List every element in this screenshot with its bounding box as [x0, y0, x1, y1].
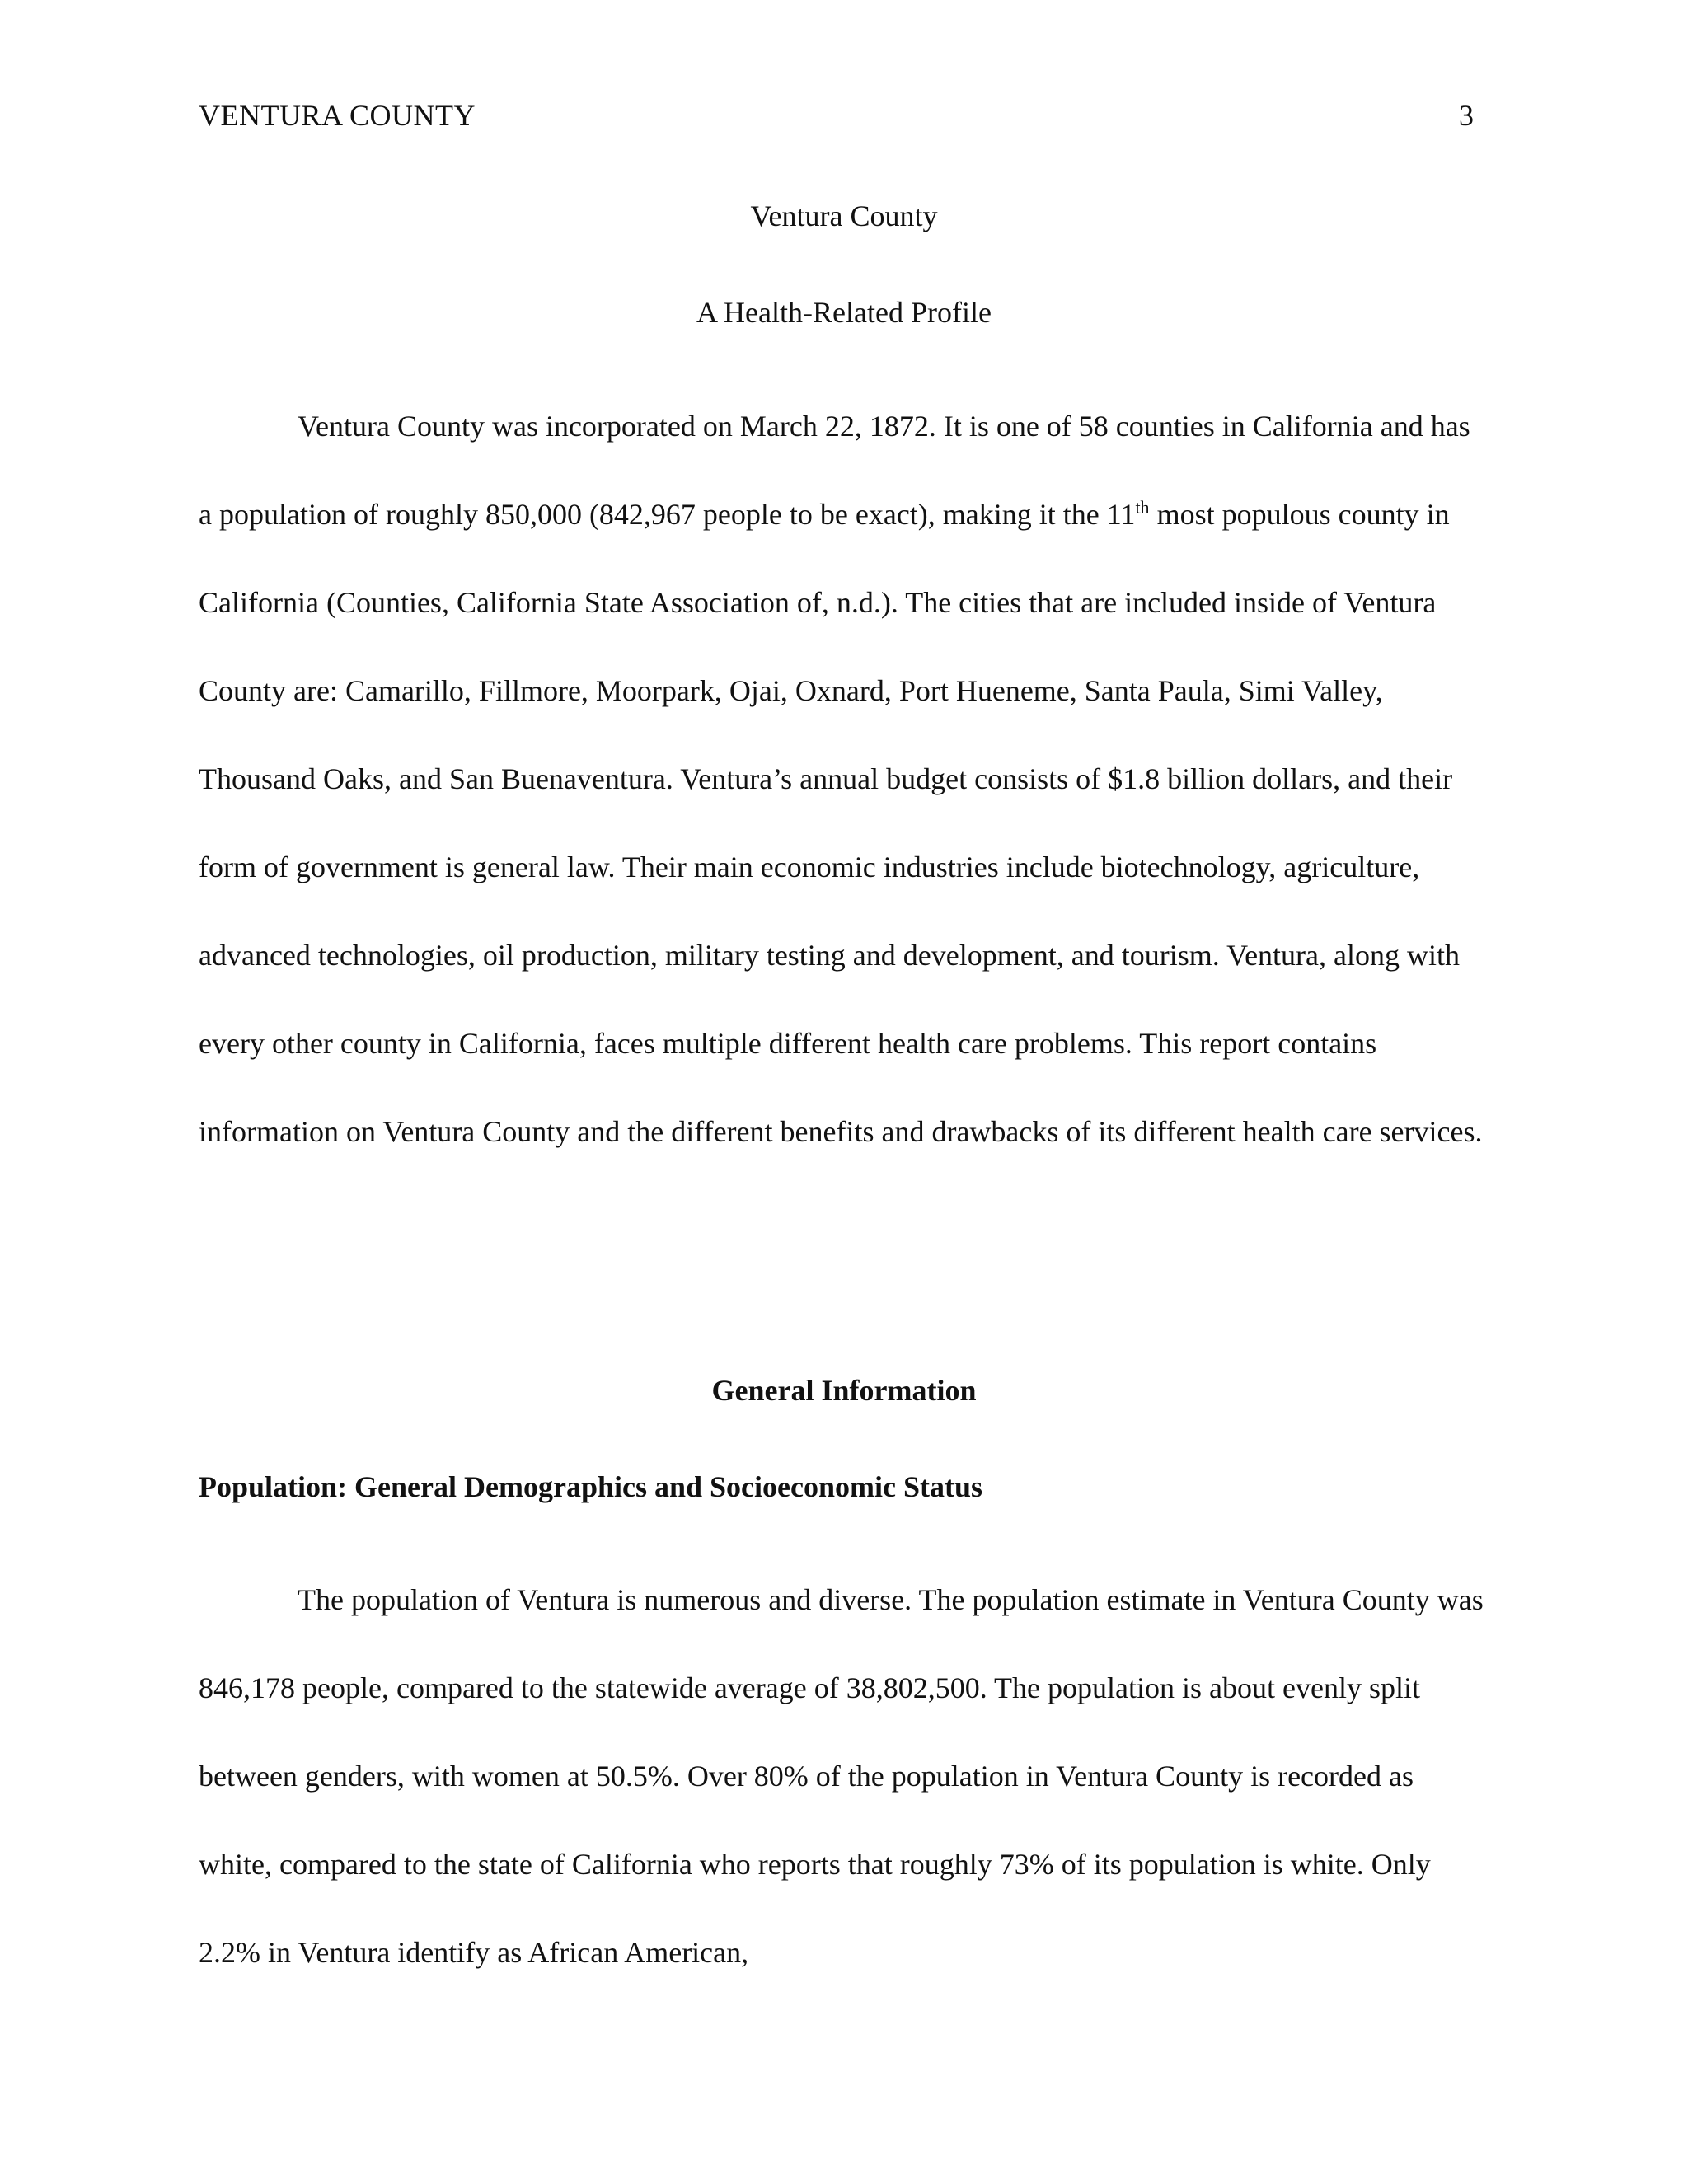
document-title: Ventura County: [750, 199, 938, 232]
ordinal-suffix: th: [1135, 497, 1150, 518]
intro-paragraph-part-a: Ventura County was incorporated on March 22, 1872. It is one of 58 counties in California and has a population of roughly 850,000 (842,967 people to be exact), making it the 11: [199, 410, 1470, 531]
section-heading: General Information: [711, 1374, 977, 1407]
page-number: 3: [1459, 99, 1474, 132]
intro-paragraph-part-b: most populous county in California (Counties, California State Association of, n.d.). The cities that are included inside of Ventura County are: Camarillo, Fillmore, Moorpark, Ojai, Oxnard, Port Hueneme, Santa Paula, Simi Valley, Thousand Oaks, and San Buenaventura. Ventura’s annual budget consists of $1.8 billion dollars, and their form of government is general law. Their main economic industries include biotechnology, agriculture, advanced technologies, oil production, military testing and development, and tourism. Ventura, along with every other county in California, faces multiple different health care problems. This report contains information on Ventura County and the different benefits and drawbacks of its different health care services.: [199, 498, 1483, 1148]
running-head: VENTURA COUNTY: [199, 99, 476, 132]
subsection-heading: Population: General Demographics and Socioeconomic Status: [199, 1470, 982, 1503]
population-paragraph: The population of Ventura is numerous and diverse. The population estimate in Ventura County was 846,178 people, compared to the statewide average of 38,802,500. The population is about evenly split between genders, with women at 50.5%. Over 80% of the population in Ventura County is recorded as white, compared to the state of California who reports that roughly 73% of its population is white. Only 2.2% in Ventura identify as African American,: [199, 1583, 1484, 1969]
intro-paragraph: [199, 382, 1484, 1176]
document-subtitle: A Health-Related Profile: [696, 296, 992, 329]
